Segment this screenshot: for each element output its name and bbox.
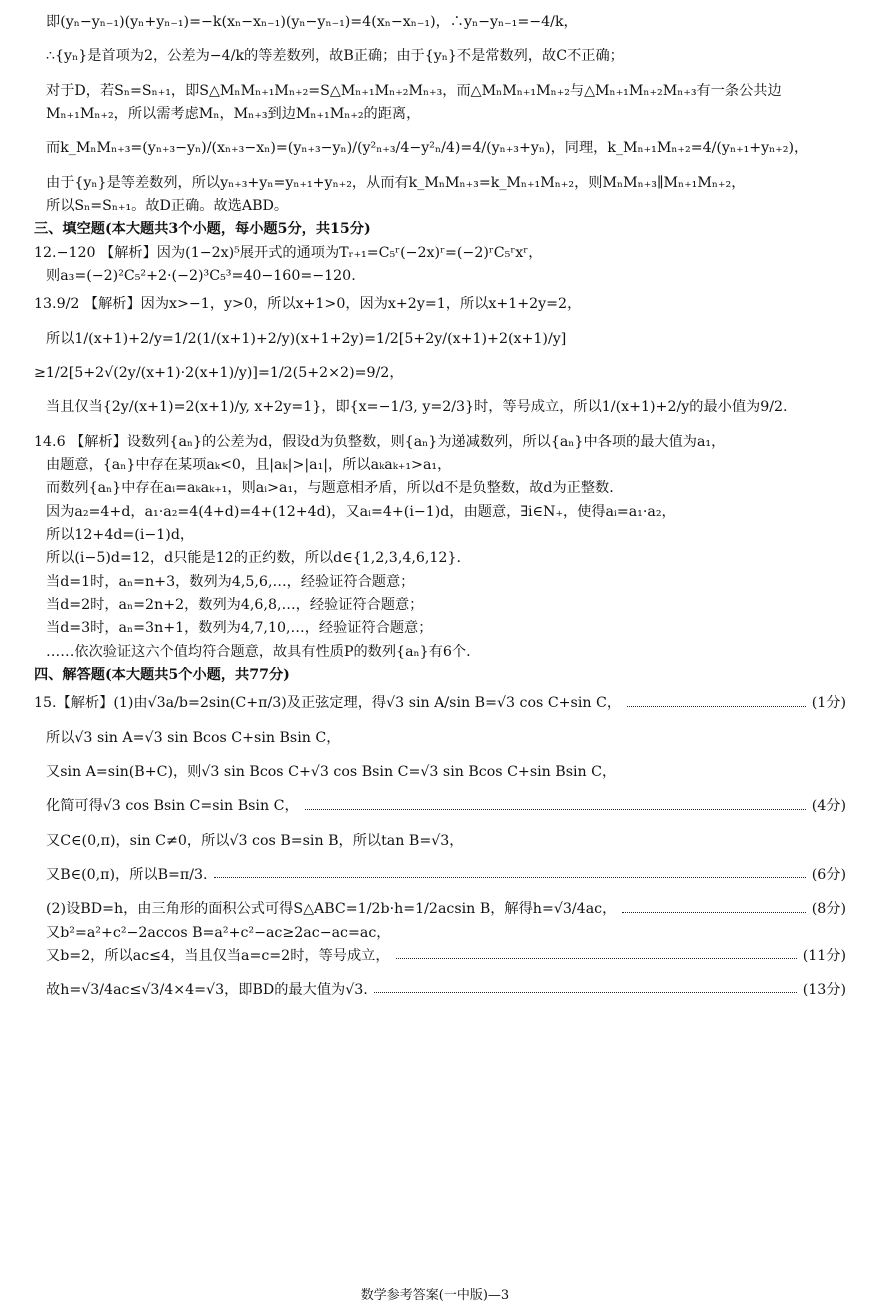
text-line: 由题意，{aₙ}中存在某项aₖ<0，且|aₖ|>|a₁|，所以aₖaₖ₊₁>a₁，: [46, 456, 452, 473]
text-line: 当d=3时，aₙ=3n+1，数列为4,7,10,…，经验证符合题意；: [46, 620, 433, 637]
text-line: ∴{yₙ}是首项为2，公差为−4/k的等差数列，故B正确；由于{yₙ}不是常数列，故C不正确；: [46, 48, 624, 65]
dot-leader: [214, 877, 806, 878]
text-line: (2)设BD=h，由三角形的面积公式可得S△ABC=1/2b·h=1/2acsin B，解得h=√3/4ac，: [46, 901, 617, 918]
score-points: (8分): [811, 901, 846, 918]
section-heading: 三、填空题(本大题共3个小题，每小题5分，共15分): [34, 221, 371, 238]
text-line: 由于{yₙ}是等差数列，所以yₙ₊₃+yₙ=yₙ₊₁+yₙ₊₂，从而有k_MₙMₙ₊₃=k_Mₙ₊₁Mₙ₊₂，则MₙMₙ₊₃∥Mₙ₊₁Mₙ₊₂，: [46, 174, 746, 191]
score-points: (13分): [802, 982, 846, 999]
dot-leader: [622, 912, 805, 913]
text-line: 所以(i−5)d=12，d只能是12的正约数，所以d∈{1,2,3,4,6,12}.: [46, 550, 461, 567]
text-line: 化简可得√3 cos Bsin C=sin Bsin C，: [46, 798, 299, 815]
text-line: 而数列{aₙ}中存在aᵢ=aₖaₖ₊₁，则aᵢ>a₁，与题意相矛盾，所以d不是负整数，故d为正整数.: [46, 480, 614, 497]
text-line: Mₙ₊₁Mₙ₊₂，所以需考虑Mₙ，Mₙ₊₃到边Mₙ₊₁Mₙ₊₂的距离，: [46, 105, 421, 122]
text-line: 14.6 【解析】设数列{aₙ}的公差为d，假设d为负整数，则{aₙ}为递减数列，所以{aₙ}中各项的最大值为a₁，: [34, 433, 726, 450]
text-line: 当d=1时，aₙ=n+3，数列为4,5,6,…，经验证符合题意；: [46, 573, 415, 590]
text-line: 则a₃=(−2)²C₅²+2·(−2)³C₅³=40−160=−120.: [46, 267, 356, 284]
dot-leader: [374, 992, 797, 993]
score-points: (1分): [811, 695, 846, 712]
scored-line: [34, 901, 846, 917]
scored-line: [34, 867, 846, 883]
page-footer: 数学参考答案(一中版)—3: [360, 1288, 510, 1303]
dot-leader: [396, 958, 797, 959]
scored-line: [34, 982, 846, 998]
text-line: 故h=√3/4ac≤√3/4×4=√3，即BD的最大值为√3.: [46, 982, 368, 999]
text-line: ≥1/2[5+2√(2y/(x+1)·2(x+1)/y)]=1/2(5+2×2)=9/2，: [34, 364, 404, 381]
text-line: 又b=2，所以ac≤4，当且仅当a=c=2时，等号成立，: [46, 947, 390, 964]
section-heading: 四、解答题(本大题共5个小题，共77分): [34, 666, 290, 683]
text-line: 因为a₂=4+d，a₁·a₂=4(4+d)=4+(12+4d)，又aᵢ=4+(i−1)d，由题意，∃i∈N₊，使得aᵢ=a₁·a₂，: [46, 503, 676, 520]
text-line: ……依次验证这六个值均符合题意，故具有性质P的数列{aₙ}有6个.: [46, 643, 471, 660]
text-line: 又B∈(0,π)，所以B=π/3.: [46, 866, 208, 883]
text-line: 所以12+4d=(i−1)d，: [46, 526, 195, 543]
dot-leader: [305, 809, 806, 810]
text-line: 当且仅当{2y/(x+1)=2(x+1)/y, x+2y=1}，即{x=−1/3, y=2/3}时，等号成立，所以1/(x+1)+2/y的最小值为9/2.: [46, 399, 788, 416]
text-line: 又C∈(0,π)，sin C≠0，所以√3 cos B=sin B，所以tan B=√3，: [46, 832, 464, 849]
scored-line: [34, 948, 846, 964]
text-line: 12.−120 【解析】因为(1−2x)⁵展开式的通项为Tᵣ₊₁=C₅ʳ(−2x)ʳ=(−2)ʳC₅ʳxʳ，: [34, 244, 543, 261]
text-line: 即(yₙ−yₙ₋₁)(yₙ+yₙ₋₁)=−k(xₙ−xₙ₋₁)(yₙ−yₙ₋₁)=4(xₙ−xₙ₋₁)，∴yₙ−yₙ₋₁=−4/k，: [46, 14, 578, 30]
score-points: (4分): [811, 798, 846, 815]
dot-leader: [627, 706, 806, 707]
text-line: 对于D，若Sₙ=Sₙ₊₁，即S△MₙMₙ₊₁Mₙ₊₂=S△Mₙ₊₁Mₙ₊₂Mₙ₊₃，而△MₙMₙ₊₁Mₙ₊₂与△Mₙ₊₁Mₙ₊₂Mₙ₊₃有一条公共边: [46, 82, 782, 99]
score-points: (6分): [811, 866, 846, 883]
text-line: 所以1/(x+1)+2/y=1/2(1/(x+1)+2/y)(x+1+2y)=1/2[5+2y/(x+1)+2(x+1)/y]: [46, 330, 567, 347]
text-line: 所以√3 sin A=√3 sin Bcos C+sin Bsin C，: [46, 729, 341, 746]
text-line: 又sin A=sin(B+C)，则√3 sin Bcos C+√3 cos Bsin C=√3 sin Bcos C+sin Bsin C，: [46, 763, 617, 780]
text-line: 又b²=a²+c²−2accos B=a²+c²−ac≥2ac−ac=ac，: [46, 924, 391, 941]
text-line: 15.【解析】(1)由√3a/b=2sin(C+π/3)及正弦定理，得√3 sin A/sin B=√3 cos C+sin C，: [34, 695, 622, 712]
text-line: 而k_MₙMₙ₊₃=(yₙ₊₃−yₙ)/(xₙ₊₃−xₙ)=(yₙ₊₃−yₙ)/(y²ₙ₊₃/4−y²ₙ/4)=4/(yₙ₊₃+yₙ)，同理，k_Mₙ₊₁Mₙ₊₂=4/(yₙ₊₁+yₙ₊₂)，: [46, 140, 809, 157]
scored-line: [34, 798, 846, 814]
text-line: 所以Sₙ=Sₙ₊₁。故D正确。故选ABD。: [46, 197, 289, 214]
text-line: 13.9/2 【解析】因为x>−1，y>0，所以x+1>0，因为x+2y=1，所以x+1+2y=2，: [34, 296, 582, 313]
score-points: (11分): [802, 947, 846, 964]
text-line: 当d=2时，aₙ=2n+2，数列为4,6,8,…，经验证符合题意；: [46, 596, 424, 613]
scored-line: [34, 695, 846, 711]
